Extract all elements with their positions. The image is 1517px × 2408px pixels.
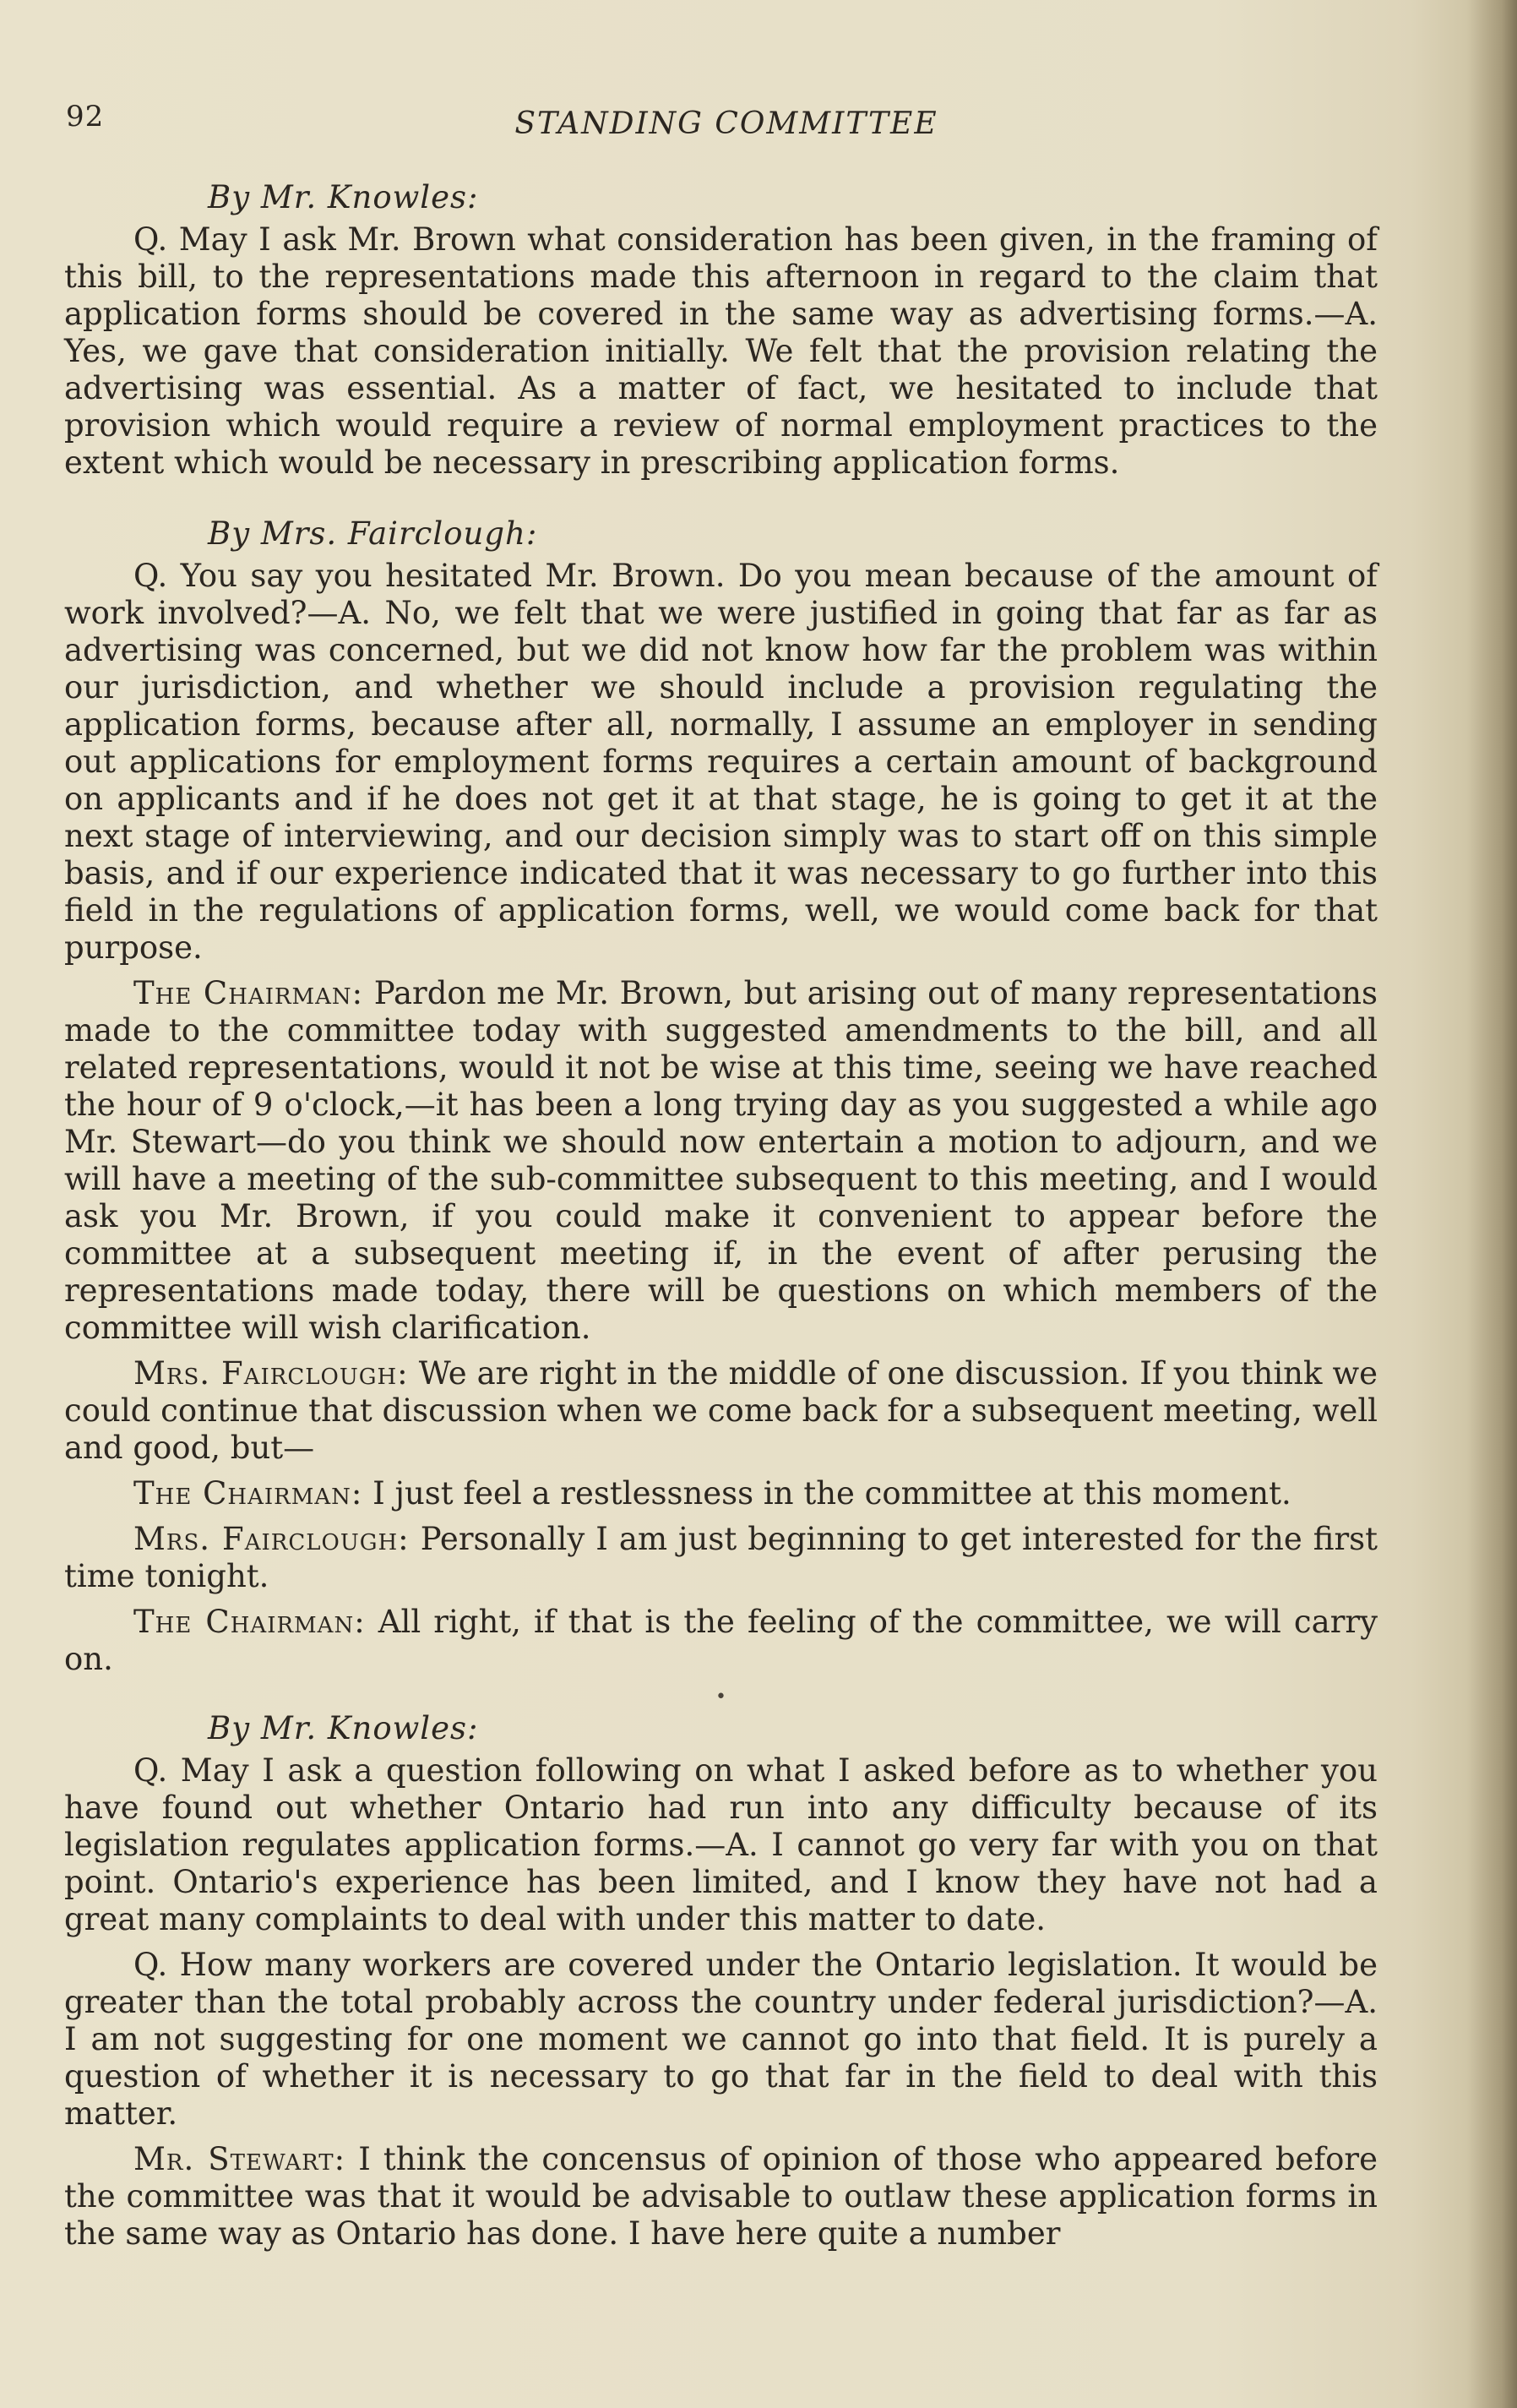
paragraph-text: Pardon me Mr. Brown, but arising out of many representations made to the committee today with suggested amendments to the bill, and all related representations, would it not be wise at this time, seeing we have reached the hour of 9 o'clock,—it has been a long trying day as you suggested a while ago Mr. Stewart—do you think we should now entertain a motion to adjourn, and we will have a meeting of the sub-committee subsequent to this meeting, and I would ask you Mr. Brown, if you could make it convenient to appear before the committee at a subsequent meeting if, in the event of after perusing the representations made today, there will be questions on which members of the committee will wish clarification.: [64, 975, 1378, 1346]
paragraph: [64, 1355, 1378, 1467]
paragraph: [64, 221, 1378, 482]
paragraph-text: Q. How many workers are covered under the Ontario legislation. It would be greater than the total probably across the country under federal jurisdiction?—A. I am not suggesting for one moment we cannot go into that field. It is purely a question of whether it is necessary to go that far in the field to deal with this matter.: [64, 1947, 1378, 2132]
page-number: 92: [66, 100, 105, 133]
paragraph-text: Q. You say you hesitated Mr. Brown. Do you mean because of the amount of work involved?—A. No, we felt that we were justified in going that far as far as advertising was concerned, but we did not know how far the problem was within our jurisdiction, and whether we should include a provision regulating the application forms, because after all, normally, I assume an employer in sending out applications for employment forms requires a certain amount of background on applicants and if he does not get it at that stage, he is going to get it at the next stage of interviewing, and our decision simply was to start off on this simple basis, and if our experience indicated that it was necessary to go further into this field in the regulations of application forms, well, we would come back for that purpose.: [64, 558, 1378, 966]
examiner-heading: By Mrs. Fairclough:: [208, 515, 538, 552]
paragraph: [64, 1604, 1378, 1678]
paragraph: [64, 558, 1378, 967]
paragraph-text: Q. May I ask Mr. Brown what consideration has been given, in the framing of this bill, to the representations made this afternoon in regard to the claim that application forms should be covered in the same way as advertising forms.—A. Yes, we gave that consideration initially. We felt that the provision relating the advertising was essential. As a matter of fact, we hesitated to include that provision which would require a review of normal employment practices to the extent which would be necessary in prescribing application forms.: [64, 221, 1378, 481]
body-text: [64, 179, 1378, 2261]
paragraph-text: I just feel a restlessness in the committee at this moment.: [372, 1475, 1291, 1512]
speaker-name: The Chairman:: [133, 1604, 366, 1640]
paragraph-text: I think the concensus of opinion of those who appeared before the committee was that it would be advisable to outlaw these application forms in the same way as Ontario has done. I have here quite a number: [64, 2141, 1378, 2252]
paragraph: [64, 1947, 1378, 2133]
paragraph: [64, 1521, 1378, 1595]
paragraph-text: Q. May I ask a question following on what I asked before as to whether you have found out whether Ontario had run into any difficulty because of its legislation regulates application forms.—A. I cannot go very far with you on that point. Ontario's experience has been limited, and I know they have not had a great many complaints to deal with under this matter to date.: [64, 1752, 1378, 1937]
paragraph: [64, 975, 1378, 1347]
speaker-name: Mr. Stewart:: [133, 2141, 346, 2177]
section-divider-dot: •: [715, 1686, 726, 1708]
examiner-heading: By Mr. Knowles:: [208, 179, 479, 215]
paragraph-text: All right, if that is the feeling of the committee, we will carry on.: [64, 1604, 1378, 1677]
speaker-name: Mrs. Fairclough:: [133, 1521, 410, 1557]
speaker-name: The Chairman:: [133, 975, 364, 1011]
speaker-name: The Chairman:: [133, 1475, 363, 1512]
examiner-heading: By Mr. Knowles:: [208, 1710, 479, 1746]
paragraph: [64, 1475, 1378, 1512]
page-edge-shadow: [1466, 0, 1517, 2408]
running-head: STANDING COMMITTEE: [514, 106, 938, 141]
paragraph: [64, 1752, 1378, 1938]
speaker-name: Mrs. Fairclough:: [133, 1355, 409, 1392]
paragraph-text: Personally I am just beginning to get interested for the first time tonight.: [64, 1521, 1378, 1594]
paragraph: [64, 2141, 1378, 2253]
paragraph-text: We are right in the middle of one discussion. If you think we could continue that discussion when we come back for a subsequent meeting, well and good, but—: [64, 1355, 1378, 1466]
